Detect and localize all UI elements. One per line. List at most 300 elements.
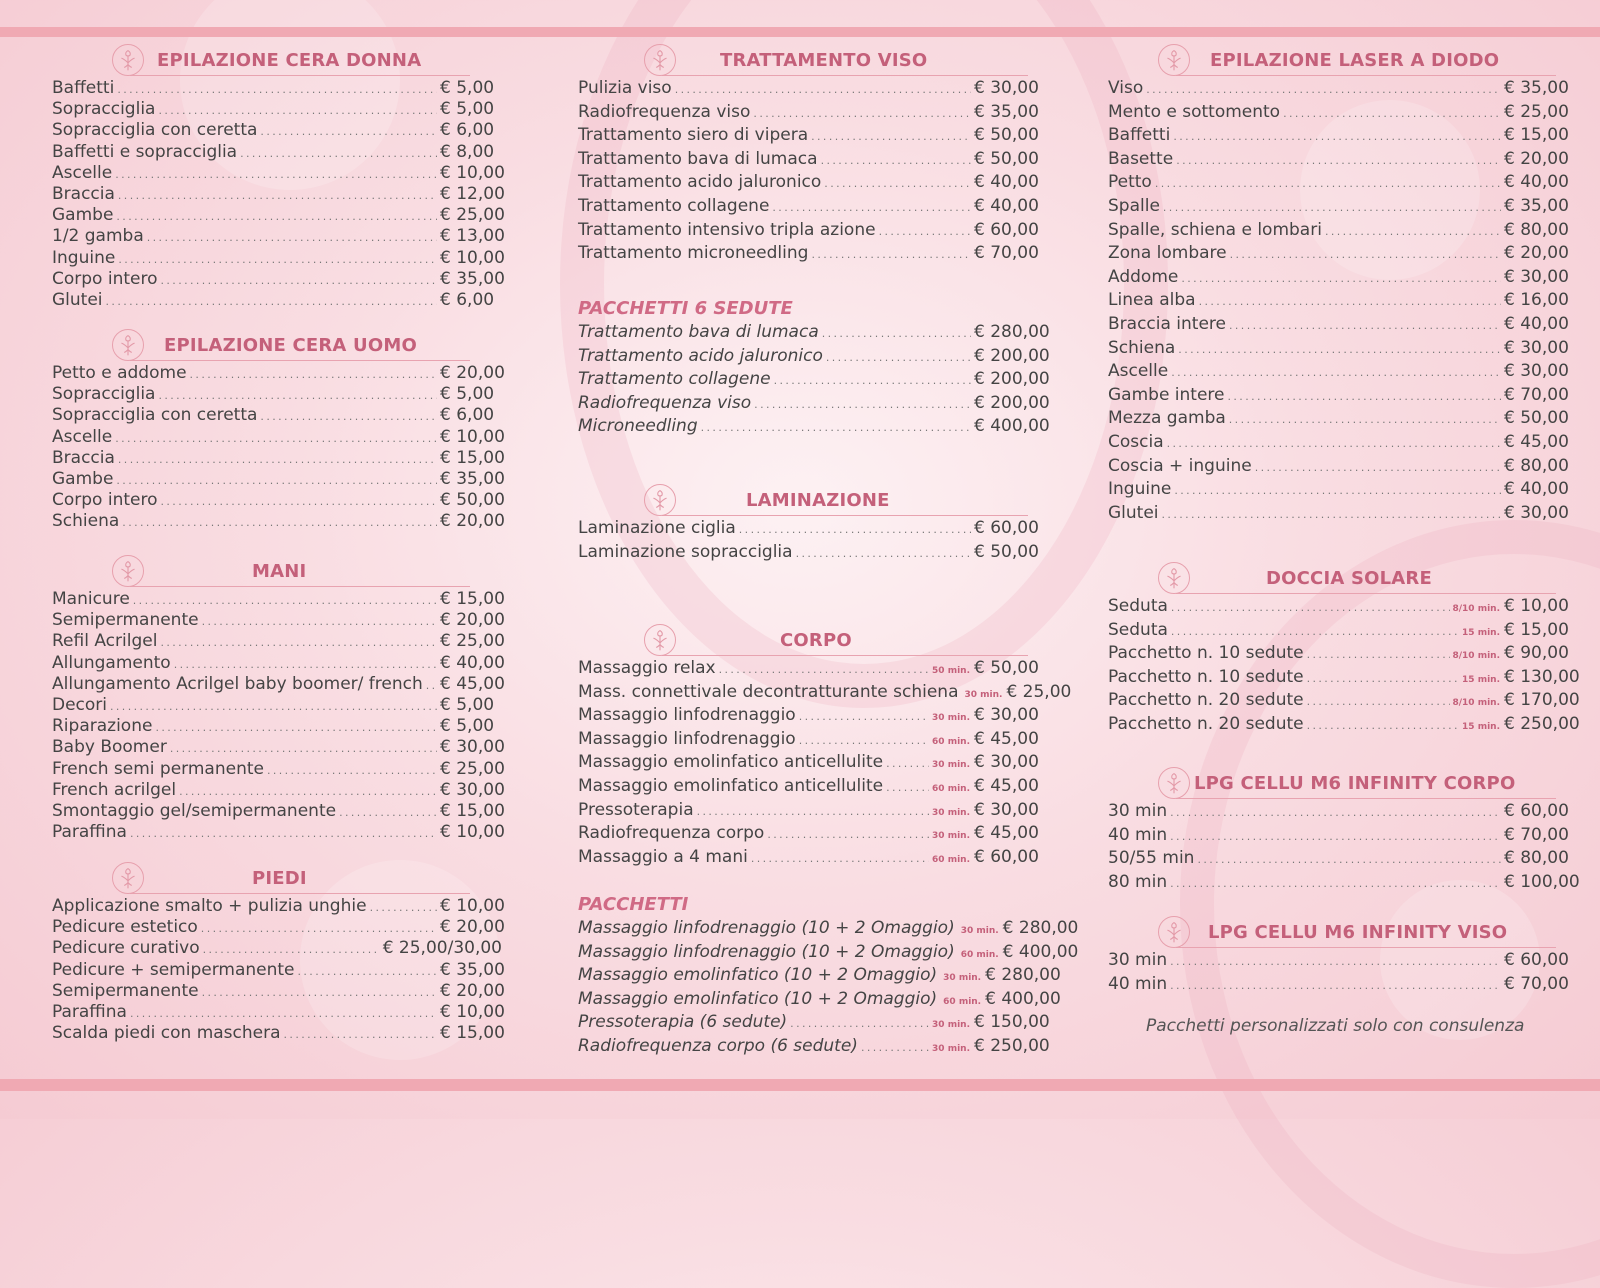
rose-emblem-icon <box>112 329 144 361</box>
price-row <box>52 631 505 652</box>
dot-leader <box>886 757 929 770</box>
price-row <box>1108 267 1576 291</box>
service-name: Pacchetto n. 20 sedute <box>1108 690 1304 711</box>
price-value: € 30,00 <box>1504 266 1569 287</box>
dot-leader <box>772 201 971 214</box>
price-value: € 25,00 <box>1504 101 1569 122</box>
service-name: Braccia intere <box>1108 313 1227 334</box>
rose-emblem-icon <box>644 624 676 656</box>
section-lpg-viso <box>1108 916 1576 997</box>
price-value: € 45,00 <box>974 728 1039 749</box>
section-underline <box>130 586 470 588</box>
price-row <box>52 896 505 917</box>
dot-leader <box>117 83 437 96</box>
service-name: Allungamento Acrilgel baby boomer/ french <box>52 673 423 694</box>
price-value: € 30,00 <box>974 78 1039 98</box>
service-name: Baffetti e sopracciglia <box>52 141 238 162</box>
price-row <box>578 542 1046 566</box>
price-value: € 70,00 <box>974 243 1039 264</box>
price-value: € 6,00 <box>440 405 495 426</box>
section-lpg-corpo <box>1108 767 1580 895</box>
price-value: € 80,00 <box>1504 219 1569 240</box>
dot-leader <box>1173 130 1501 143</box>
price-row <box>578 681 1072 706</box>
dot-leader <box>675 83 971 96</box>
price-row <box>578 1035 1050 1060</box>
service-name: 40 min <box>1108 973 1168 994</box>
price-value: € 20,00 <box>1504 243 1569 264</box>
service-name: Basette <box>1108 148 1174 169</box>
price-row <box>1108 125 1576 149</box>
price-row <box>52 959 505 981</box>
dot-leader <box>886 781 929 794</box>
section-title: EPILAZIONE LASER A DIODO <box>1210 50 1500 71</box>
price-value: € 30,00 <box>974 752 1039 773</box>
section-header <box>52 44 502 78</box>
dot-leader <box>1171 601 1450 614</box>
duration-label: 30 min. <box>932 760 970 771</box>
price-row <box>52 610 505 631</box>
price-row <box>1108 871 1580 896</box>
price-row <box>52 226 505 247</box>
duration-label: 60 min. <box>960 949 999 960</box>
rose-emblem-icon <box>1158 44 1190 76</box>
price-value: € 45,00 <box>440 673 505 694</box>
price-value: € 80,00 <box>1504 848 1569 869</box>
service-name: Spalle <box>1108 195 1160 216</box>
dot-leader <box>826 351 971 364</box>
service-name: Viso <box>1108 78 1144 98</box>
price-row <box>578 172 1046 196</box>
dot-leader <box>118 453 437 466</box>
price-value: € 250,00 <box>974 1035 1050 1056</box>
price-row <box>52 247 505 269</box>
service-name: Riparazione <box>52 716 153 737</box>
service-name: 30 min <box>1108 950 1168 970</box>
duration-label: 30 min. <box>932 831 970 842</box>
rose-emblem-icon <box>1158 916 1190 948</box>
price-row <box>52 716 502 737</box>
price-value: € 200,00 <box>974 392 1050 413</box>
price-value: € 15,00 <box>440 589 505 609</box>
section-cera-donna <box>52 44 505 311</box>
dot-leader <box>697 805 929 818</box>
price-row <box>52 268 505 290</box>
price-row <box>52 673 505 695</box>
service-name: Trattamento collagene <box>578 369 771 390</box>
price-value: € 400,00 <box>1002 941 1079 962</box>
duration-label: 30 min. <box>932 1043 970 1054</box>
rose-emblem-icon <box>112 555 144 587</box>
price-row <box>52 980 505 1002</box>
price-value: € 60,00 <box>1504 801 1569 821</box>
service-name: Schiena <box>1108 337 1176 358</box>
service-name: Paraffina <box>52 822 127 843</box>
dot-leader <box>811 248 971 261</box>
section-title: CORPO <box>780 630 852 651</box>
section-trattamento-viso <box>578 44 1046 267</box>
price-value: € 10,00 <box>440 896 505 916</box>
dot-leader <box>1163 201 1501 214</box>
dot-leader <box>179 785 437 798</box>
price-value: € 13,00 <box>440 226 505 247</box>
price-value: € 60,00 <box>974 219 1039 240</box>
dot-leader <box>1307 695 1450 708</box>
dot-leader <box>1283 107 1501 120</box>
service-name: Paraffina <box>52 1001 127 1022</box>
dot-leader <box>1162 508 1501 521</box>
dot-leader <box>115 168 437 181</box>
dot-leader <box>1229 413 1501 426</box>
section-header <box>578 624 1046 658</box>
dot-leader <box>1174 484 1501 497</box>
price-row <box>52 589 505 610</box>
service-name: Pacchetto n. 10 sedute <box>1108 666 1304 687</box>
service-name: Baby Boomer <box>52 737 167 758</box>
price-value: € 10,00 <box>440 1001 505 1022</box>
dot-leader <box>1307 719 1459 732</box>
dot-leader <box>822 327 971 340</box>
price-row <box>578 776 1046 800</box>
price-value: € 5,00 <box>440 78 495 98</box>
section-underline <box>1176 798 1556 800</box>
dot-leader <box>1230 248 1501 261</box>
price-value: € 12,00 <box>440 183 505 204</box>
dot-leader <box>339 806 437 819</box>
price-value: € 20,00 <box>440 363 505 383</box>
service-name: Baffetti <box>52 78 115 98</box>
footnote-consulenza: Pacchetti personalizzati solo con consulenza <box>1146 1016 1525 1036</box>
duration-label: 60 min. <box>932 783 970 794</box>
dot-leader <box>774 374 971 387</box>
duration-label: 30 min. <box>943 973 982 984</box>
price-row <box>52 758 505 780</box>
price-row <box>1108 456 1576 480</box>
price-row <box>578 518 1046 542</box>
price-value: € 150,00 <box>974 1012 1050 1033</box>
price-row <box>578 78 1046 102</box>
dot-leader <box>240 147 437 160</box>
section-title: LPG CELLU M6 INFINITY CORPO <box>1194 773 1516 794</box>
service-name: Applicazione smalto + pulizia unghie <box>52 896 367 916</box>
dot-leader <box>118 253 437 266</box>
price-row <box>1108 338 1576 362</box>
service-name: Trattamento acido jaluronico <box>578 172 822 193</box>
section-pacchetti-6-sedute <box>578 298 1050 440</box>
service-name: Ascelle <box>52 162 113 183</box>
price-row <box>578 392 1050 417</box>
dot-leader <box>155 721 437 734</box>
price-row <box>52 938 502 959</box>
price-value: € 60,00 <box>974 846 1039 867</box>
price-value: € 10,00 <box>1504 596 1569 616</box>
price-value: € 45,00 <box>974 823 1039 844</box>
price-value: € 70,00 <box>1504 824 1569 845</box>
price-row <box>1108 801 1576 825</box>
price-row <box>578 102 1046 126</box>
price-value: € 25,00 <box>440 205 505 226</box>
price-row <box>1108 503 1576 527</box>
dot-leader <box>267 764 437 777</box>
price-value: € 50,00 <box>974 148 1039 169</box>
section-header <box>1108 916 1576 950</box>
price-row <box>578 823 1046 847</box>
dot-leader <box>161 274 438 287</box>
dot-leader <box>170 742 437 755</box>
price-value: € 10,00 <box>440 426 505 447</box>
rose-emblem-icon <box>1158 562 1190 594</box>
dot-leader <box>701 421 971 434</box>
service-name: Pacchetto n. 10 sedute <box>1108 643 1304 664</box>
service-name: Addome <box>1108 266 1179 287</box>
rose-emblem-icon <box>644 484 676 516</box>
dot-leader <box>790 1017 929 1030</box>
duration-label: 60 min. <box>932 736 970 747</box>
price-row <box>578 1012 1050 1036</box>
price-row <box>578 965 1061 989</box>
service-name: Decori <box>52 694 108 715</box>
dot-leader <box>158 389 437 402</box>
service-name: Laminazione ciglia <box>578 518 736 538</box>
service-name: Pacchetto n. 20 sedute <box>1108 713 1304 734</box>
price-row <box>52 652 505 674</box>
dot-leader <box>754 398 971 411</box>
price-value: € 40,00 <box>974 172 1039 193</box>
service-name: Massaggio emolinfatico anticellulite <box>578 775 884 796</box>
section-title: EPILAZIONE CERA DONNA <box>157 50 422 71</box>
dot-leader <box>115 432 437 445</box>
section-title: MANI <box>252 561 307 582</box>
price-row <box>578 220 1046 244</box>
duration-label: 30 min. <box>932 807 970 818</box>
price-row <box>52 183 505 205</box>
section-underline <box>1176 947 1556 949</box>
price-value: € 250,00 <box>1504 713 1580 734</box>
section-cera-uomo <box>52 329 505 533</box>
dot-leader <box>879 225 971 238</box>
service-name: Sopracciglia <box>52 384 156 405</box>
dot-leader <box>824 177 971 190</box>
price-row <box>578 196 1046 220</box>
service-name: Radiofrequenza viso <box>578 101 751 122</box>
price-value: € 200,00 <box>974 345 1050 366</box>
dot-leader <box>1178 343 1501 356</box>
price-value: € 35,00 <box>974 101 1039 122</box>
section-underline <box>662 515 1028 517</box>
price-row <box>578 988 1061 1013</box>
price-row <box>52 290 502 311</box>
dot-leader <box>260 410 437 423</box>
dot-leader <box>118 189 437 202</box>
service-name: 40 min <box>1108 824 1168 845</box>
service-name: Gambe <box>52 468 114 489</box>
service-name: Trattamento bava di lumaca <box>578 322 819 342</box>
rose-emblem-icon <box>112 862 144 894</box>
dot-leader <box>130 1007 437 1020</box>
price-value: € 170,00 <box>1504 690 1580 711</box>
price-value: € 60,00 <box>1504 950 1569 970</box>
dot-leader <box>174 658 437 671</box>
price-value: € 8,00 <box>440 141 495 162</box>
dot-leader <box>1255 461 1501 474</box>
service-name: Gambe <box>52 205 114 226</box>
section-title: LAMINAZIONE <box>746 490 890 511</box>
price-row <box>578 752 1046 776</box>
service-name: Coscia + inguine <box>1108 455 1252 476</box>
price-value: € 200,00 <box>974 369 1050 390</box>
duration-label: 60 min. <box>943 996 982 1007</box>
price-row <box>1108 102 1576 126</box>
dot-leader <box>1307 648 1450 661</box>
price-row <box>578 941 1079 966</box>
price-value: € 20,00 <box>440 511 505 532</box>
dot-leader <box>1146 83 1501 96</box>
price-row <box>578 416 1050 440</box>
dot-leader <box>1170 806 1501 819</box>
dot-leader <box>260 125 437 138</box>
price-value: € 5,00 <box>440 384 495 405</box>
price-value: € 280,00 <box>985 965 1061 986</box>
section-title: EPILAZIONE CERA UOMO <box>164 335 417 356</box>
dot-leader <box>821 154 971 167</box>
price-value: € 50,00 <box>974 658 1039 678</box>
service-name: Massaggio linfodrenaggio (10 + 2 Omaggio) <box>578 941 955 962</box>
price-row <box>1108 290 1576 314</box>
section-header <box>1108 44 1576 78</box>
service-name: Ascelle <box>1108 361 1169 382</box>
service-name: Pedicure estetico <box>52 917 198 938</box>
service-name: Pressoterapia <box>578 799 694 820</box>
price-row <box>1108 950 1576 974</box>
dot-leader <box>370 901 437 914</box>
price-value: € 6,00 <box>440 120 495 141</box>
price-row <box>52 737 505 758</box>
service-name: Trattamento bava di lumaca <box>578 148 818 169</box>
price-value: € 10,00 <box>440 822 505 843</box>
top-band <box>0 27 1600 37</box>
service-name: Inguine <box>52 247 116 268</box>
service-name: Massaggio emolinfatico (10 + 2 Omaggio) <box>578 965 938 986</box>
dot-leader <box>1325 225 1501 238</box>
price-row <box>52 822 505 843</box>
dot-leader <box>130 827 437 840</box>
service-name: Mezza gamba <box>1108 408 1226 429</box>
price-row <box>1108 713 1580 738</box>
dot-leader <box>147 231 437 244</box>
price-row <box>578 243 1046 267</box>
section-underline <box>1176 593 1556 595</box>
duration-label: 60 min. <box>932 854 970 865</box>
dot-leader <box>122 516 437 529</box>
price-row <box>1108 974 1576 998</box>
price-value: € 45,00 <box>1504 431 1569 452</box>
service-name: Corpo intero <box>52 268 158 289</box>
section-title: DOCCIA SOLARE <box>1266 568 1432 589</box>
service-name: 1/2 gamba <box>52 226 144 247</box>
price-value: € 25,00 <box>440 758 505 779</box>
dot-leader <box>719 663 929 676</box>
service-name: Massaggio linfodrenaggio (10 + 2 Omaggio) <box>578 918 955 938</box>
price-value: € 100,00 <box>1504 871 1580 892</box>
duration-label: 15 min. <box>1462 627 1500 638</box>
price-value: € 20,00 <box>1504 148 1569 169</box>
price-row <box>578 369 1050 393</box>
service-name: Glutei <box>1108 502 1159 523</box>
dot-leader <box>1228 390 1501 403</box>
dot-leader <box>1176 154 1501 167</box>
price-row <box>52 142 502 163</box>
price-row <box>578 149 1046 173</box>
price-value: € 30,00 <box>1504 361 1569 382</box>
dot-leader <box>1155 177 1501 190</box>
dot-leader <box>751 852 929 865</box>
price-value: € 20,00 <box>440 610 505 631</box>
section-header <box>1108 767 1576 801</box>
duration-label: 30 min. <box>960 926 999 936</box>
price-row <box>52 695 502 716</box>
service-name: Radiofrequenza corpo (6 sedute) <box>578 1035 858 1056</box>
price-row <box>1108 848 1576 872</box>
price-value: € 50,00 <box>974 541 1039 562</box>
section-pacchetti <box>578 894 1079 1060</box>
dot-leader <box>160 636 437 649</box>
price-row <box>578 800 1046 824</box>
section-header <box>52 329 502 363</box>
price-value: € 60,00 <box>974 518 1039 538</box>
service-name: Radiofrequenza corpo <box>578 823 765 844</box>
service-name: Scalda piedi con maschera <box>52 1023 281 1044</box>
price-row <box>52 120 502 141</box>
price-value: € 15,00 <box>1504 125 1569 146</box>
price-row <box>1108 78 1576 102</box>
dot-leader <box>202 986 437 999</box>
price-value: € 35,00 <box>440 959 505 980</box>
dot-leader <box>861 1041 929 1054</box>
service-name: Massaggio emolinfatico (10 + 2 Omaggio) <box>578 988 938 1009</box>
price-row <box>52 363 505 384</box>
dot-leader <box>767 828 929 841</box>
service-name: Trattamento microneedling <box>578 243 809 264</box>
service-name: Radiofrequenza viso <box>578 392 752 413</box>
section-corpo <box>578 624 1072 870</box>
dot-leader <box>1167 437 1501 450</box>
service-name: Massaggio emolinfatico anticellulite <box>578 752 884 773</box>
price-value: € 130,00 <box>1504 666 1580 687</box>
price-value: € 30,00 <box>440 737 505 758</box>
duration-label: 15 min. <box>1462 674 1500 685</box>
service-name: Coscia <box>1108 431 1164 452</box>
service-name: Smontaggio gel/semipermanente <box>52 800 337 821</box>
section-underline <box>130 75 470 77</box>
dot-leader <box>110 700 437 713</box>
service-name: Microneedling <box>578 416 698 437</box>
dot-leader <box>1181 272 1501 285</box>
dot-leader <box>1170 830 1501 843</box>
rose-emblem-icon <box>112 44 144 76</box>
dot-leader <box>1170 955 1501 968</box>
service-name: Manicure <box>52 589 130 609</box>
section-underline <box>130 893 470 895</box>
service-name: Sopracciglia con ceretta <box>52 120 258 141</box>
subsection-title: PACCHETTI 6 SEDUTE <box>578 298 793 319</box>
price-value: € 25,00/30,00 <box>382 938 502 959</box>
service-name: Baffetti <box>1108 125 1171 146</box>
price-row <box>1108 620 1576 644</box>
price-value: € 45,00 <box>974 775 1039 796</box>
price-row <box>52 1001 505 1023</box>
price-value: € 40,00 <box>1504 172 1569 193</box>
price-value: € 70,00 <box>1504 384 1569 405</box>
